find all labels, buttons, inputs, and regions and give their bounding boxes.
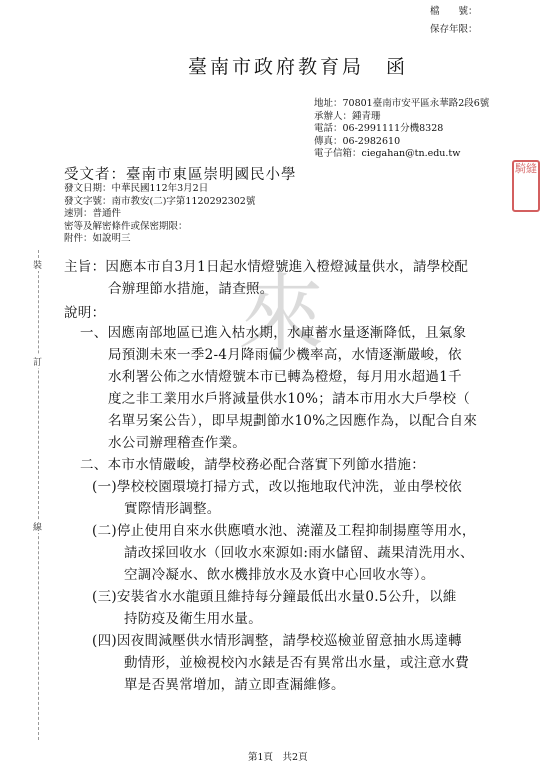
receiver: 受文者：臺南市東區崇明國民小學 [64,167,297,183]
sub-item-4-line-1: (四)因夜間減壓供水情形調整，請學校巡檢並留意抽水馬達轉 [92,633,462,649]
sub-item-2-line-1: (二)停止使用自來水供應噴水池、澆灌及工程抑制揚塵等用水， [92,523,476,539]
sender-fax: 傳真：06-2982610 [314,135,401,147]
item-1-line-6: 水公司辦理稽查作業。 [108,435,246,451]
sub-item-3-line-1: (三)安裝省水水龍頭且維持每分鐘最低出水量0.5公升，以維 [92,589,457,605]
subject-line-1: 主旨：因應本市自3月1日起水情燈號進入橙燈減量供水，請學校配 [64,259,469,275]
document-number: 發文字號：南市教安(二)字第1120292302號 [64,195,256,207]
document-title: 臺南市政府教育局 函 [188,56,409,78]
document-meta [64,183,255,246]
sender-info [314,98,489,161]
item-1-line-3: 水利署公佈之水情燈號本市已轉為橙燈，每月用水超過1千 [108,369,462,385]
confidentiality: 密等及解密條件或保密期限： [64,220,188,232]
margin-mark-order: 訂 [33,355,42,368]
attachment: 附件：如說明三 [64,233,131,245]
margin-mark-line: 線 [33,520,42,533]
sub-item-2-line-2: 請改採回收水（回收水來源如:雨水儲留、蔬果清洗用水、 [124,545,474,561]
item-1-line-1: 一、因應南部地區已進入枯水期，水庫蓄水量逐漸降低，且氣象 [80,325,467,341]
seam-stamp: 騎縫 [512,160,540,212]
page-number: 第1頁 共2頁 [248,752,308,763]
item-1-line-2: 局預測未來一季2-4月降雨偏少機率高，水情逐漸嚴峻，依 [108,347,462,363]
item-1-line-4: 度之非工業用水戶將減量供水10%；請本市用水大戶學校（ [108,391,471,407]
item-1-line-5: 名單另案公告），即早規劃節水10%之因應作為，以配合自來 [108,413,478,429]
sub-item-4-line-2: 動情形，並檢視校內水錶是否有異常出水量，或注意水費 [124,655,469,671]
sender-phone: 電話：06-2991111分機8328 [314,123,444,135]
sub-item-1-line-2: 實際情形調整。 [124,501,221,517]
sender-address: 地址：70801臺南市安平區永華路2段6號 [314,98,490,109]
issue-date: 發文日期：中華民國112年3月2日 [64,183,209,194]
sub-item-4-line-3: 單是否異常增加，請立即查漏維修。 [124,677,345,693]
file-number-label: 檔 號： [430,6,478,17]
sub-item-3-line-2: 持防疫及衛生用水量。 [124,611,262,627]
subject-line-2: 合辦理節水措施，請查照。 [108,281,274,297]
explanation-label: 說明： [64,305,106,321]
sender-contact-person: 承辦人：鍾青珊 [314,110,381,122]
sub-item-2-line-3: 空調冷凝水、飲水機排放水及水資中心回收水等）。 [124,567,435,583]
margin-mark-bind: 裝 [33,258,42,271]
sub-item-1-line-1: (一)學校校園環境打掃方式，改以拖地取代沖洗，並由學校依 [92,479,462,495]
item-2-line: 二、本市水情嚴峻，請學校務必配合落實下列節水措施： [80,457,425,473]
retention-period-label: 保存年限： [430,24,478,35]
sender-email: 電子信箱：ciegahan@tn.edu.tw [314,148,461,160]
binding-line [38,250,39,740]
received-watermark: 來 [238,265,324,365]
urgency: 速別：普通件 [64,208,122,220]
